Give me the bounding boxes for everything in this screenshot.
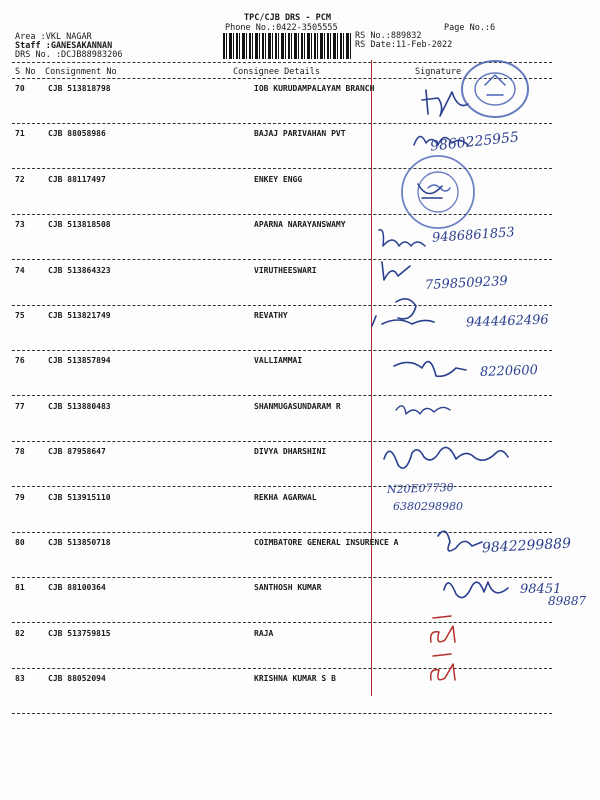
row-consignee: IOB KURUDAMPALAYAM BRANCH (254, 84, 375, 93)
rs-date: RS Date:11-Feb-2022 (355, 40, 453, 50)
sig81-text-b: 89887 (548, 594, 587, 608)
sig76-phone: 8220600 (479, 362, 539, 381)
rs-number: RS No.:889832 (355, 31, 422, 41)
sig80-phone: 9842299889 (481, 535, 572, 557)
row-consignee: RAJA (254, 629, 274, 638)
row-consignee: DIVYA DHARSHINI (254, 447, 327, 456)
signature-75 (368, 292, 443, 337)
page-number: Page No.:6 (444, 23, 496, 33)
signature-74 (376, 256, 416, 286)
sig79-text-a: N20E07730 (386, 480, 454, 497)
signature-column-line (371, 60, 372, 696)
signature-83 (425, 650, 465, 690)
row-divider (12, 622, 552, 623)
row-divider (12, 350, 552, 351)
row-serial-number: 78 (15, 447, 25, 456)
barcode (223, 33, 351, 59)
col-consignment: Consignment No (45, 67, 117, 77)
row-consignment-number: CJB 88052094 (48, 674, 106, 683)
row-divider (12, 668, 552, 669)
row-divider (12, 395, 552, 396)
row-serial-number: 82 (15, 629, 25, 638)
row-consignee: ENKEY ENGG (254, 175, 303, 184)
sig81-text-a: 98451 (520, 582, 562, 597)
row-consignment-number: CJB 513880483 (48, 402, 111, 411)
row-consignment-number: CJB 513850718 (48, 538, 111, 547)
row-consignee: APARNA NARAYANSWAMY (254, 220, 346, 229)
row-consignee: SANTHOSH KUMAR (254, 583, 322, 592)
row-serial-number: 73 (15, 220, 25, 229)
row-serial-number: 79 (15, 493, 25, 502)
row-consignment-number: CJB 88058986 (48, 129, 106, 138)
row-serial-number: 72 (15, 175, 25, 184)
sig75-phone: 9444462496 (465, 312, 549, 331)
row-serial-number: 76 (15, 356, 25, 365)
row-consignment-number: CJB 88100364 (48, 583, 106, 592)
signature-77 (392, 398, 462, 423)
row-serial-number: 70 (15, 84, 25, 93)
signature-82 (425, 612, 465, 652)
row-consignment-number: CJB 88117497 (48, 175, 106, 184)
row-consignment-number: CJB 513821749 (48, 311, 111, 320)
document-title: TPC/CJB DRS - PCM (244, 13, 331, 23)
row-consignment-number: CJB 513915110 (48, 493, 111, 502)
signature-78 (378, 435, 513, 483)
row-consignee: SHANMUGASUNDARAM R (254, 402, 341, 411)
row-consignee: REVATHY (254, 311, 288, 320)
staff-label: Staff :GANESAKANNAN (15, 41, 113, 51)
row-consignment-number: CJB 87958647 (48, 447, 106, 456)
row-consignment-number: CJB 513759815 (48, 629, 111, 638)
phone-number: Phone No.:0422-3505555 (225, 23, 338, 33)
row-serial-number: 71 (15, 129, 25, 138)
row-divider (12, 486, 552, 487)
sig74-phone: 7598509239 (424, 273, 509, 294)
drs-number: DRS No. :DCJB88983206 (15, 50, 123, 60)
signature-70 (418, 82, 478, 122)
row-consignee: VALLIAMMAI (254, 356, 303, 365)
signature-72 (412, 178, 452, 208)
row-consignee: KRISHNA KUMAR S B (254, 674, 336, 683)
sig71-phone: 9860225955 (429, 129, 520, 155)
row-consignment-number: CJB 513818798 (48, 84, 111, 93)
area-label: Area :VKL NAGAR (15, 32, 92, 42)
sig73-phone: 9486861853 (431, 225, 516, 246)
col-consignee: Consignee Details (233, 67, 320, 77)
row-serial-number: 77 (15, 402, 25, 411)
signature-80 (432, 522, 487, 562)
row-consignee: COIMBATORE GENERAL INSURENCE A (254, 538, 399, 547)
row-consignee: BAJAJ PARIVAHAN PVT (254, 129, 346, 138)
row-serial-number: 80 (15, 538, 25, 547)
row-serial-number: 74 (15, 266, 25, 275)
row-serial-number: 75 (15, 311, 25, 320)
row-consignee: VIRUTHEESWARI (254, 266, 317, 275)
row-serial-number: 83 (15, 674, 25, 683)
col-signature: Signature (415, 67, 462, 77)
signature-76 (390, 348, 470, 383)
row-divider (12, 259, 552, 260)
sig79-text-b: 6380298980 (393, 500, 463, 513)
row-consignment-number: CJB 513857894 (48, 356, 111, 365)
row-divider (12, 713, 552, 714)
col-sno: S No (15, 67, 36, 77)
signature-73 (375, 224, 430, 254)
row-consignment-number: CJB 513864323 (48, 266, 111, 275)
row-serial-number: 81 (15, 583, 25, 592)
row-divider (12, 305, 552, 306)
signature-81 (438, 570, 518, 610)
row-consignment-number: CJB 513818508 (48, 220, 111, 229)
row-consignee: REKHA AGARWAL (254, 493, 317, 502)
